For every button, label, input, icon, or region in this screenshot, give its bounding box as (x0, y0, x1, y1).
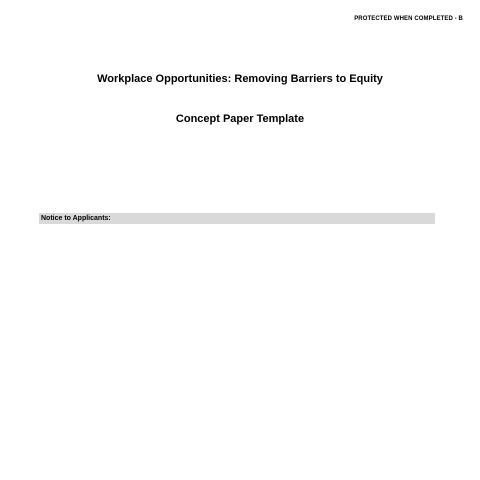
notice-to-applicants-label: Notice to Applicants: (41, 215, 111, 222)
protection-classification-label: PROTECTED WHEN COMPLETED - B (354, 16, 463, 22)
notice-section-header (39, 213, 435, 224)
document-title: Workplace Opportunities: Removing Barriers to Equity (97, 73, 383, 85)
document-subtitle: Concept Paper Template (175, 113, 305, 125)
